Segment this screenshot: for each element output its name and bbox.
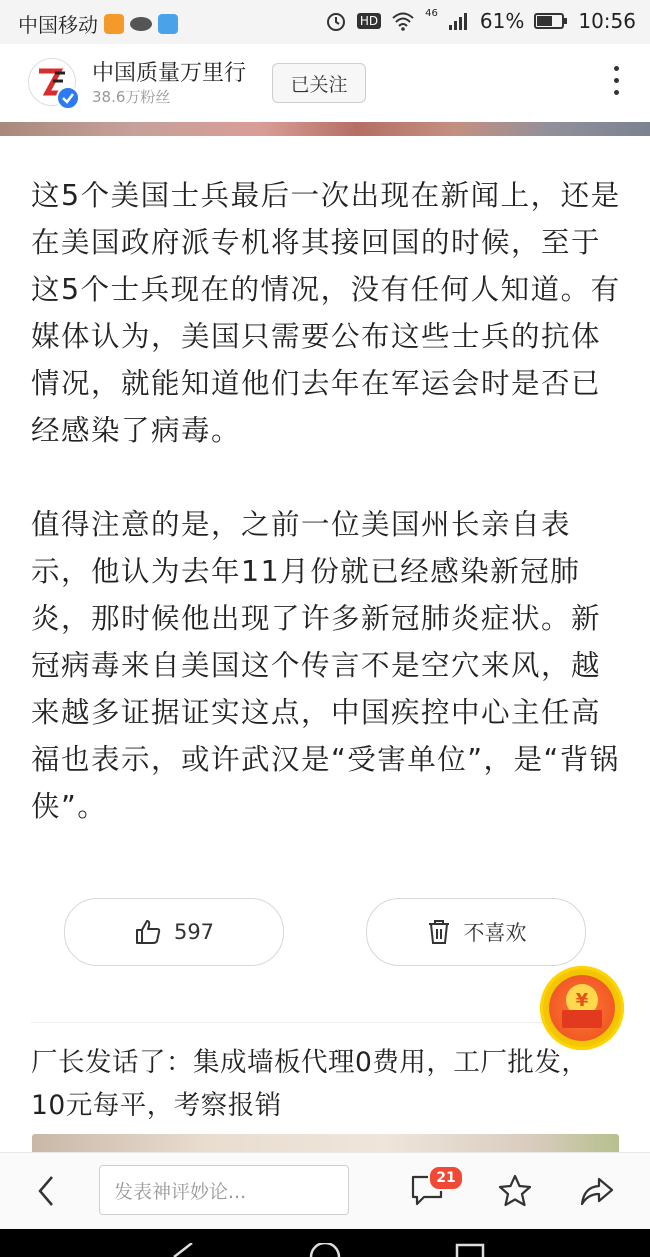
nav-recents-icon[interactable] [455,1243,485,1257]
app-notification-icon [104,14,124,34]
more-options-icon[interactable] [610,66,622,102]
account-name[interactable]: 中国质量万里行 [92,61,247,86]
hd-badge: HD [357,13,381,29]
red-packet-button[interactable] [540,966,624,1050]
like-count: 597 [173,920,215,944]
article-paragraph: 值得注意的是，之前一位美国州长亲自表示，他认为去年11月份就已经感染新冠肺炎，那时候他出现了许多新冠肺炎症状。新冠病毒来自美国这个传言不是空穴来风，越来越多证据证实这点，中国疾控中心主任高福也表示，或许武汉是“受害单位”，是“背锅侠”。 [31,508,620,823]
section-divider [31,1022,619,1023]
carrier-label: 中国移动 [18,13,98,37]
favorite-star-icon[interactable] [497,1173,533,1209]
dislike-label: 不喜欢 [463,921,527,945]
comment-input[interactable]: 发表神评妙论... [99,1165,349,1215]
bottom-action-bar [0,1152,650,1229]
share-icon[interactable] [579,1173,615,1209]
article-paragraph: 这5个美国士兵最后一次出现在新闻上，还是在美国政府派专机将其接回国的时候，至于这5个士兵现在的情况，没有任何人知道。有媒体认为，美国只需要公布这些士兵的抗体情况，就能知道他们去年在军运会时是否已经感染了病毒。 [31,179,621,447]
thumbs-up-icon [134,918,162,946]
article-header [0,44,650,124]
back-icon[interactable] [32,1171,60,1211]
huawei-icon [130,17,152,31]
alarm-icon [325,10,347,32]
comment-count-badge: 21 [428,1165,464,1191]
nav-home-icon[interactable] [309,1243,341,1257]
verified-icon [56,86,80,110]
trash-icon [426,918,452,946]
status-bar [0,0,650,44]
signal-icon [448,11,470,31]
follow-button[interactable]: 已关注 [272,63,366,103]
recommended-article-title[interactable]: 厂长发话了：集成墙板代理0费用，工厂批发，10元每平，考察报销 [31,1047,589,1121]
article-image-bottom-edge [0,122,650,136]
envelope-icon [562,1010,602,1028]
clock: 10:56 [578,9,636,33]
coin-icon: ¥ [566,984,598,1016]
battery-icon [534,12,568,30]
like-button[interactable] [64,898,284,966]
send-notification-icon [158,14,178,34]
battery-percent: 61% [479,9,525,33]
dislike-button[interactable] [366,898,586,966]
fans-count: 38.6万粉丝 [92,88,171,106]
nav-back-icon[interactable] [170,1243,196,1257]
system-nav-bar [0,1229,650,1257]
article-body [31,172,623,830]
wifi-icon [391,11,415,31]
signal-type-label: 46 [425,7,438,19]
